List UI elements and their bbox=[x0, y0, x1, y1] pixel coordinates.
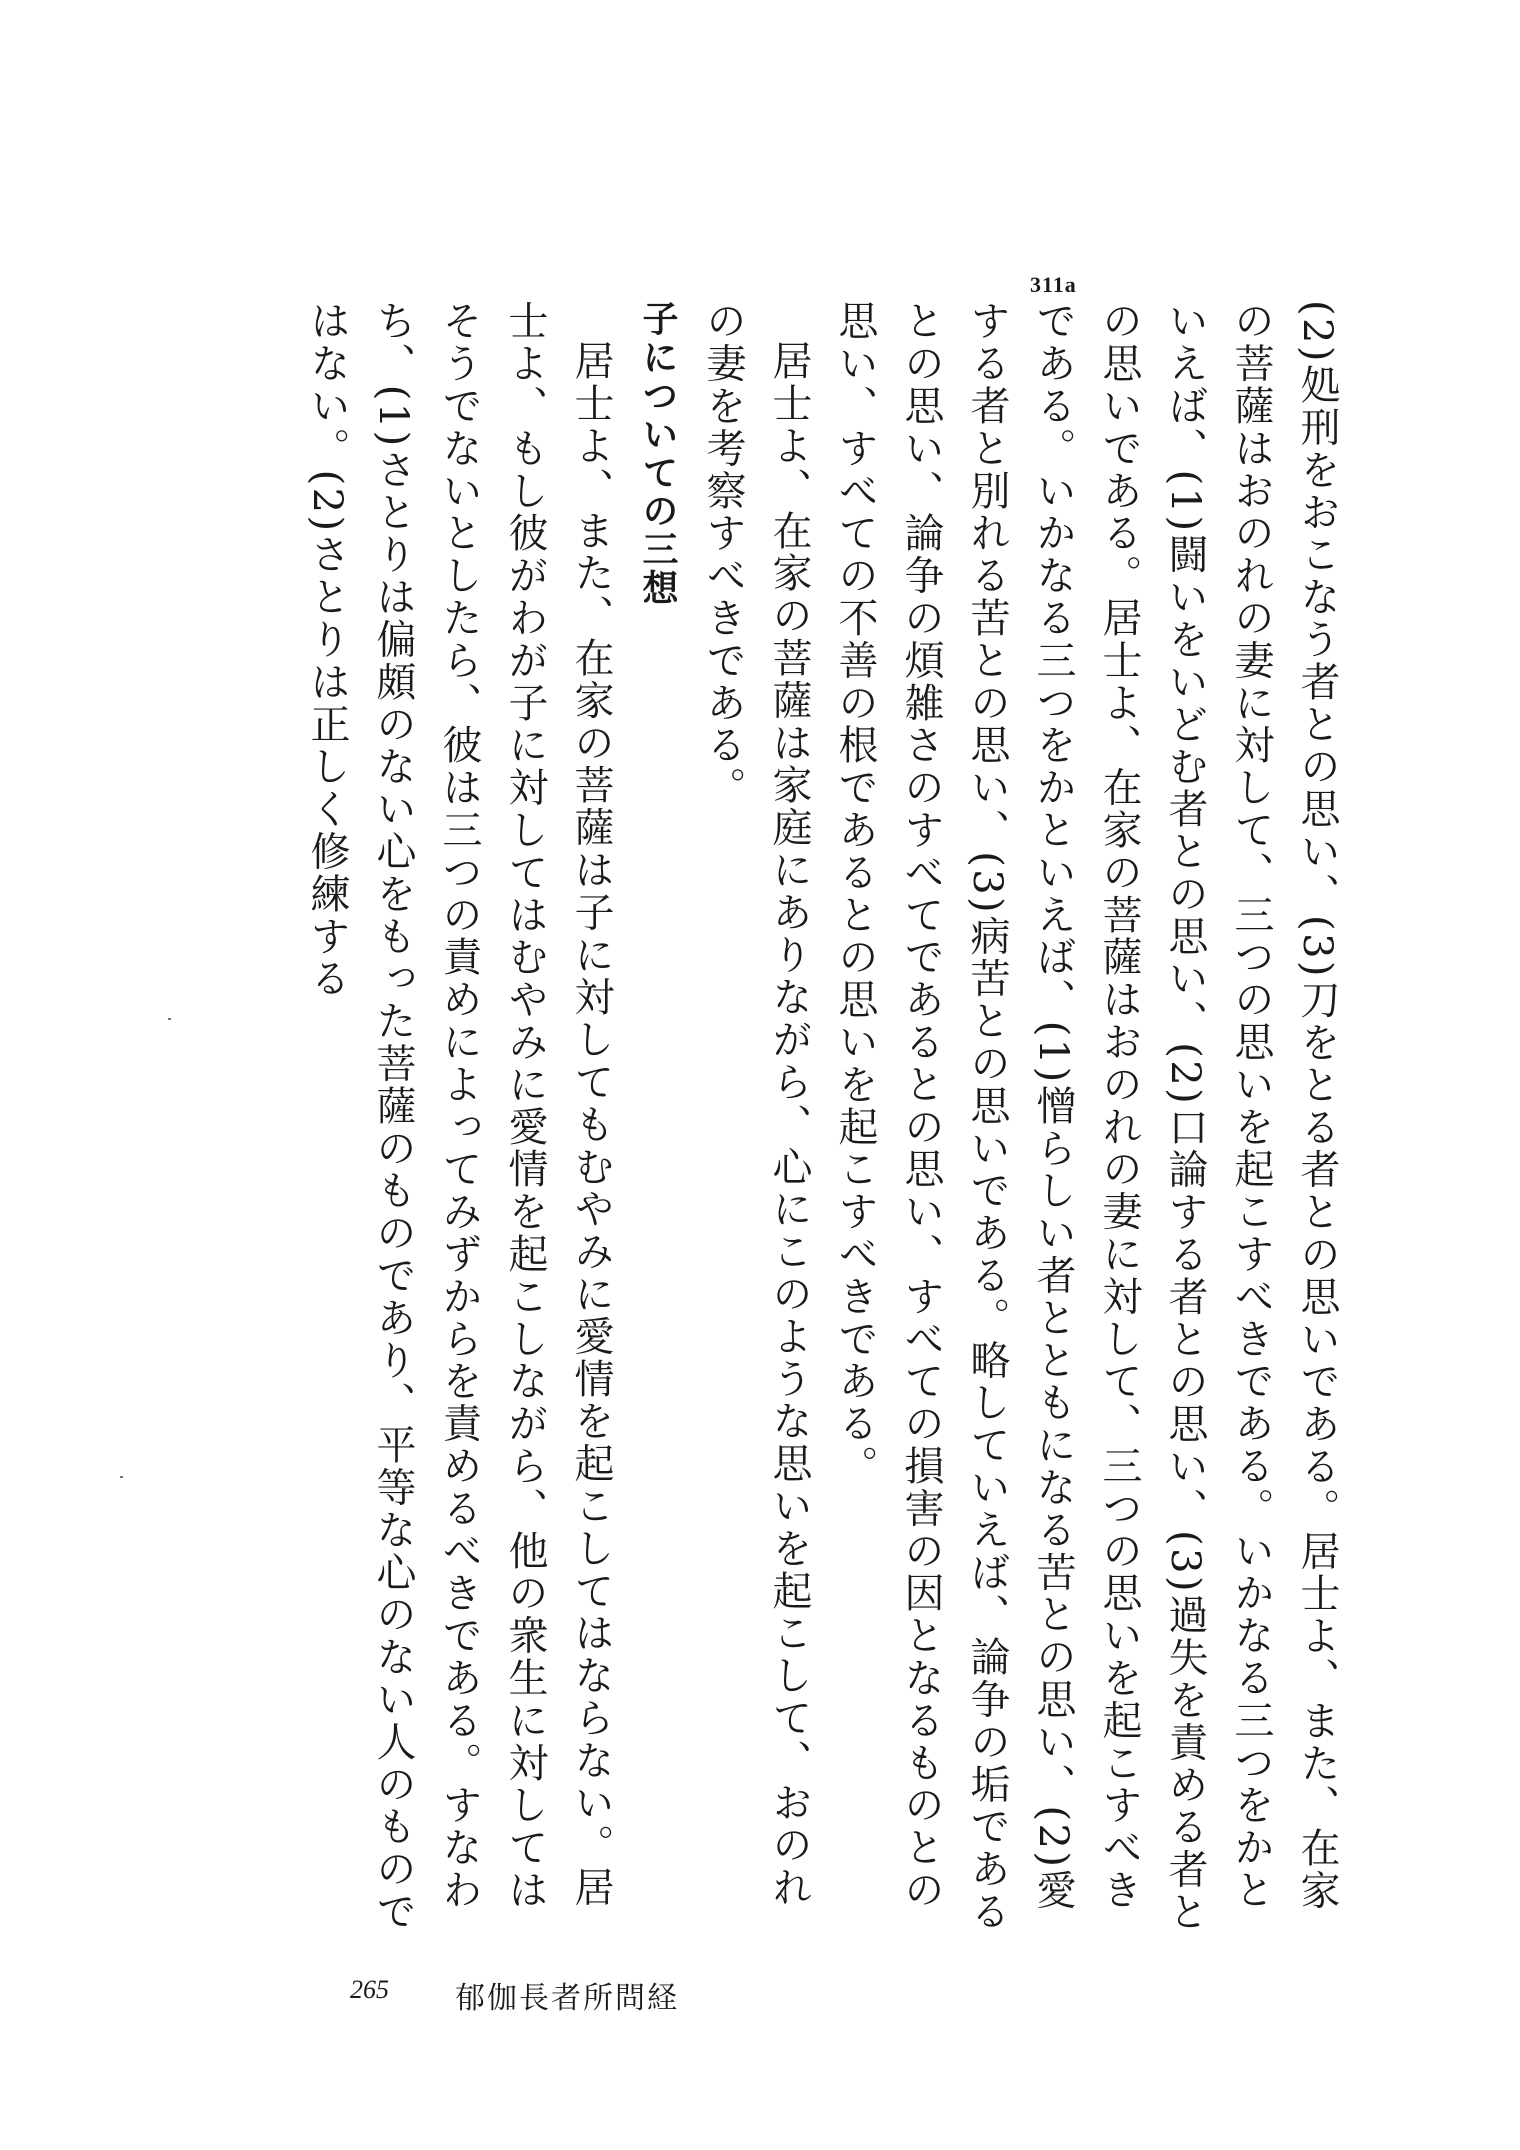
paragraph-3: 居士よ、また、在家の菩薩は子に対してもむやみに愛情を起こしてはならない。居士よ、もし彼がわが子に対してはむやみに愛情を起こしながら、他の衆生に対してはそうでないとしたら、彼は三つの責めによってみずからを責めるべきである。すなわち、(1)さとりは偏頗のない心をもった菩薩のものであり、平等な心のない人のものではない。(2)さとりは正しく修練する bbox=[304, 300, 614, 1933]
page-footer bbox=[350, 1975, 750, 2015]
page-number: 265 bbox=[350, 1975, 389, 2004]
section-heading: 子についての三想 bbox=[637, 300, 678, 608]
scan-speck bbox=[120, 1476, 123, 1478]
running-title: 郁伽長者所問経 bbox=[455, 1981, 679, 2016]
paragraph-1: (2)処刑をおこなう者との思い、(3)刀をとる者との思いである。居士よ、また、在家の菩薩はおのれの妻に対して、三つの思いを起こすべきである。いかなる三つをかといえば、(1)闘いをいどむ者との思い、(2)口論する者との思い、(3)過失を責める者との思いである。居士よ、在家の菩薩はおのれの妻に対して、三つの思いを起こすべきである。いかなる三つをかといえば、(1)憎らしい者とともになる苦との思い、(2)愛する者と別れる苦との思い、(3)病苦との思いである。略していえば、論争の垢であるとの思い、論争の煩雑さのすべてであるとの思い、すべての損害の因となるものとの思い、すべての不善の根であるとの思いを起こすべきである。 bbox=[832, 300, 1340, 1934]
paragraph-2: 居士よ、在家の菩薩は家庭にありながら、心にこのような思いを起こして、おのれの妻を考察すべきである。 bbox=[700, 300, 812, 1909]
marginal-reference: 311a bbox=[1030, 272, 1077, 297]
scan-speck bbox=[168, 1018, 171, 1020]
body-text bbox=[300, 300, 1350, 1940]
